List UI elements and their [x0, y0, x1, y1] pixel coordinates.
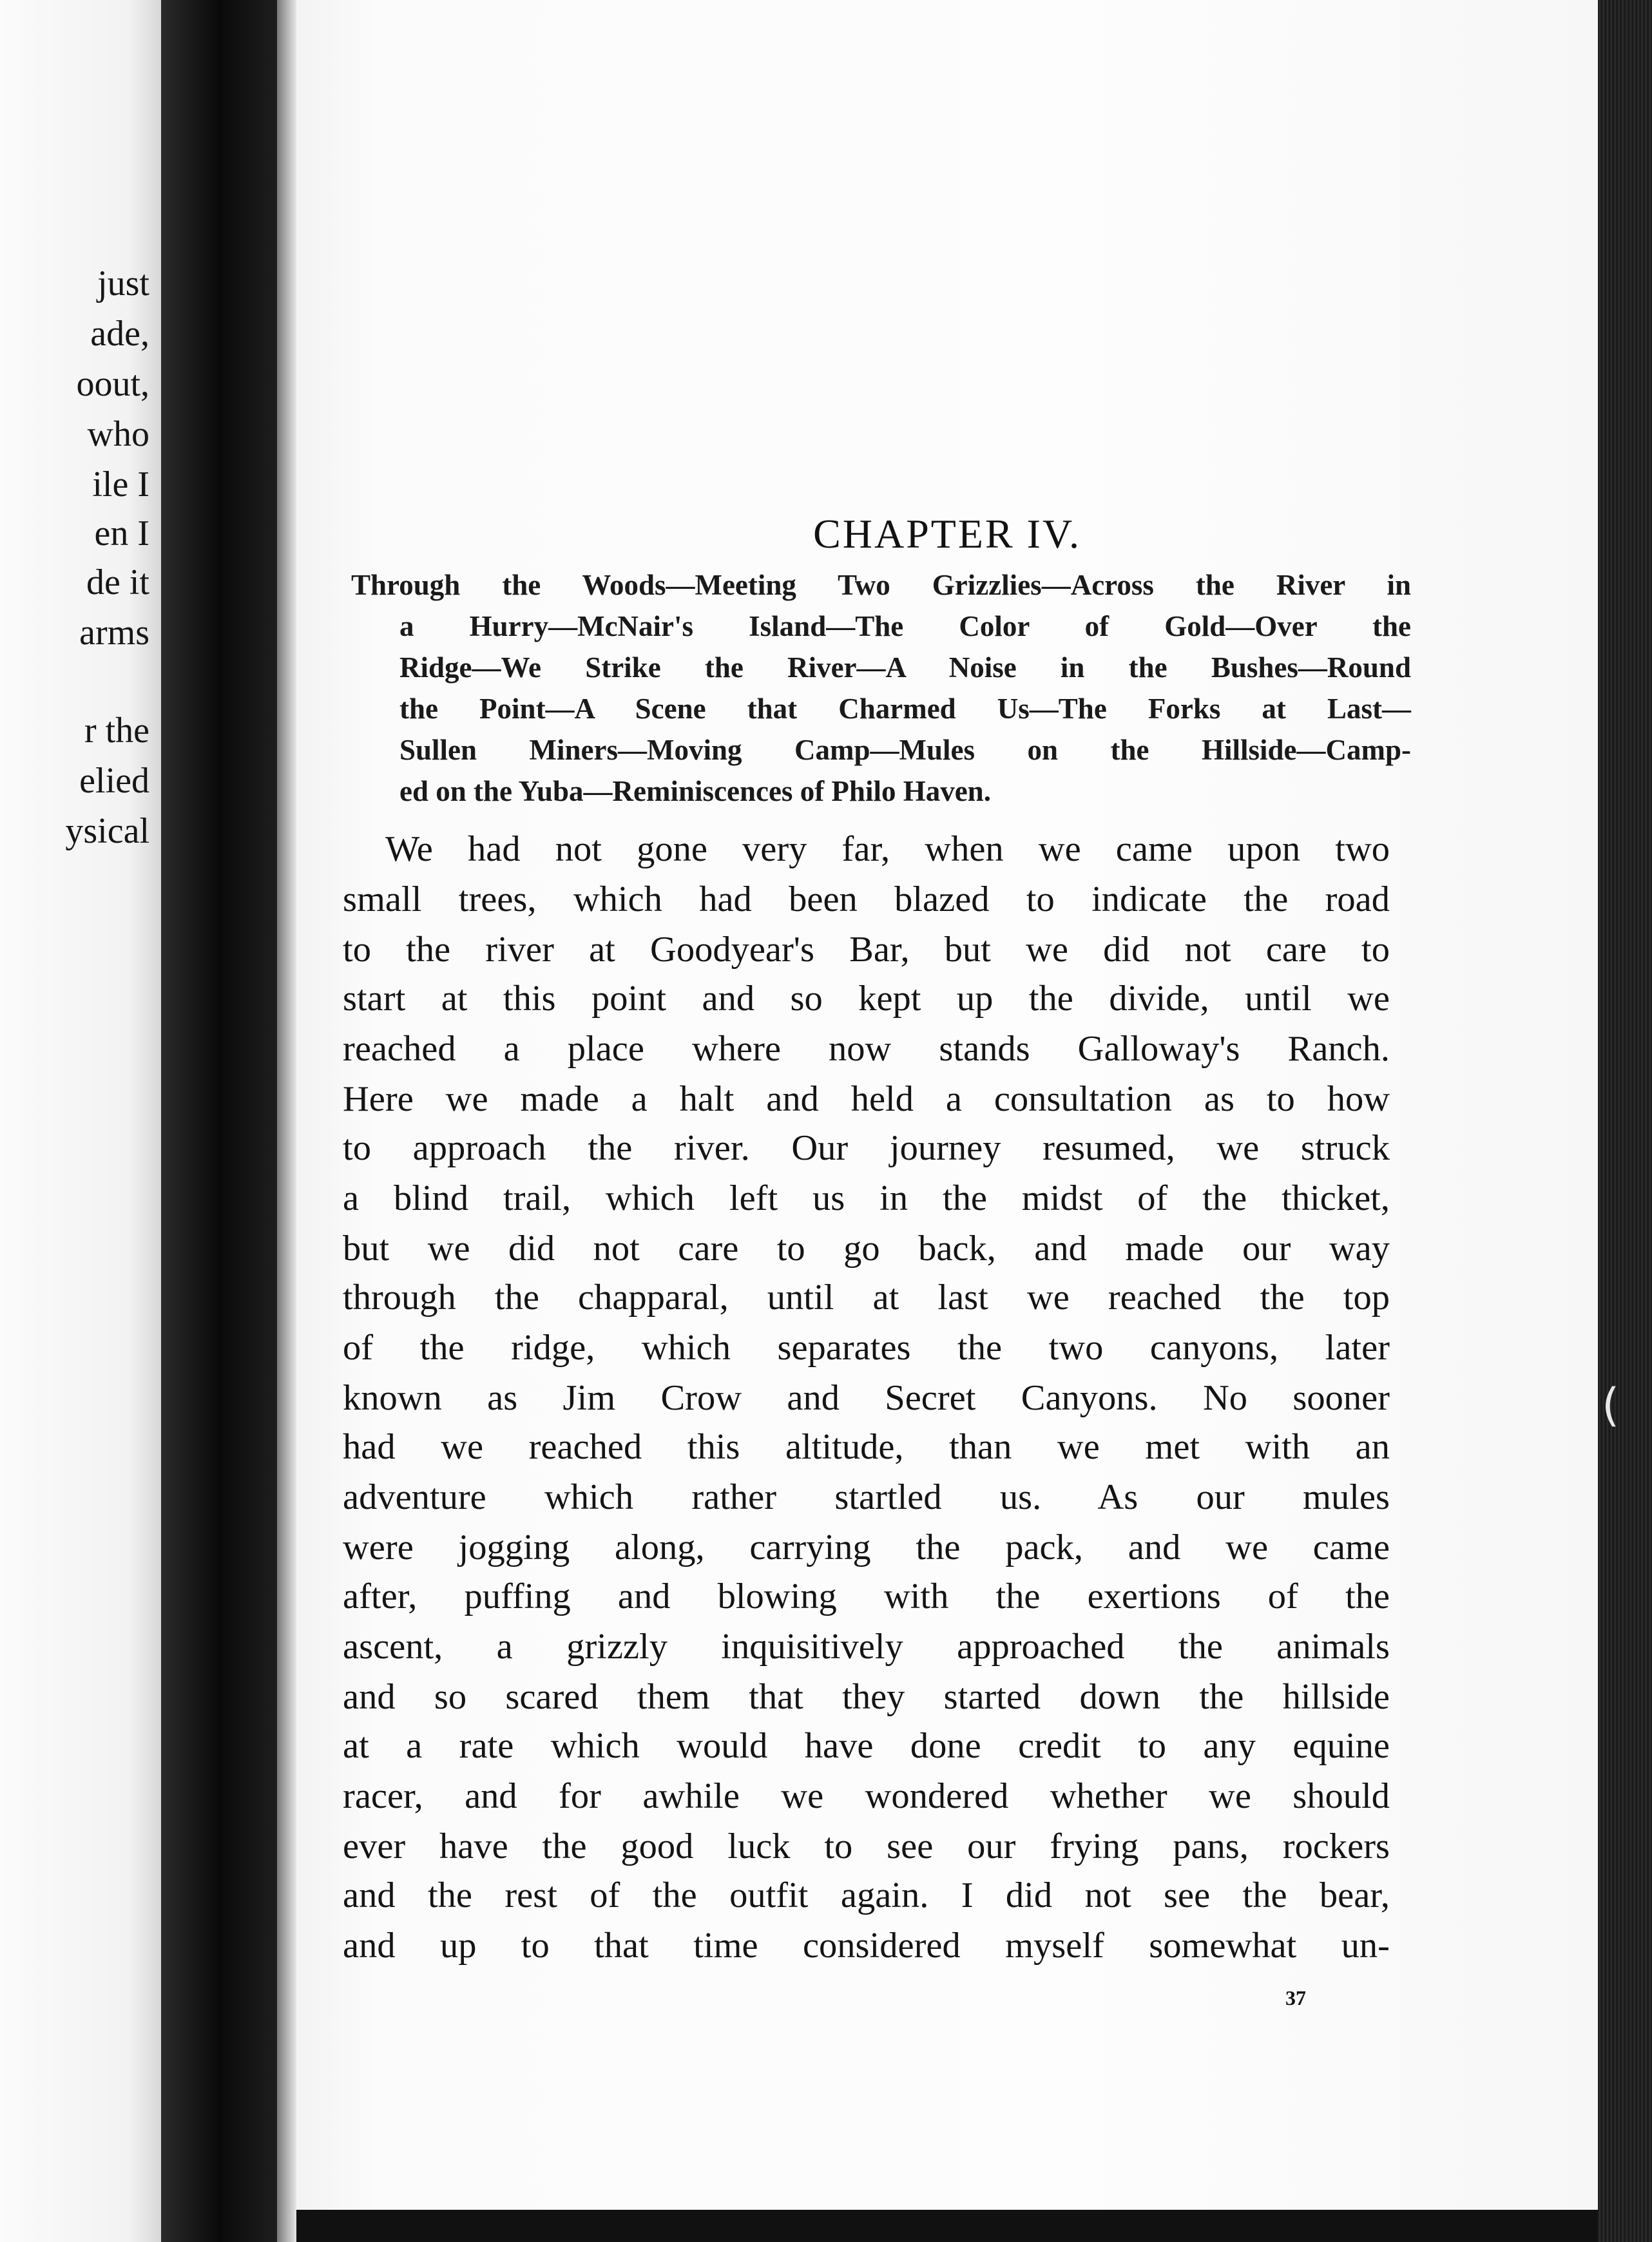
- left-page-text-fragment: oout,: [76, 364, 149, 404]
- chapter-summary-line: ed on the Yuba—Reminiscences of Philo Haven.: [399, 775, 991, 807]
- page-stack-edges: [1598, 0, 1652, 2242]
- body-text-line: and so scared them that they started down the hillside: [343, 1677, 1390, 1717]
- chapter-summary-line: the Point—A Scene that Charmed Us—The Forks at Last—: [399, 693, 1411, 725]
- body-text-line: to the river at Goodyear's Bar, but we did not care to: [343, 930, 1390, 970]
- body-text-line: through the chapparal, until at last we reached the top: [343, 1278, 1390, 1317]
- left-page-text-fragment: ade,: [90, 314, 149, 354]
- body-text-line: small trees, which had been blazed to indicate the road: [343, 879, 1390, 919]
- body-text-line: racer, and for awhile we wondered whether we should: [343, 1776, 1390, 1816]
- left-page-text-fragment: arms: [79, 613, 149, 653]
- body-text-line: reached a place where now stands Galloway's Ranch.: [343, 1029, 1390, 1069]
- body-text-line: start at this point and so kept up the divide, until we: [343, 979, 1390, 1019]
- body-text-line: had we reached this altitude, than we met with an: [343, 1427, 1390, 1467]
- chapter-summary-line: Sullen Miners—Moving Camp—Mules on the Hillside—Camp-: [399, 734, 1411, 766]
- body-text-line: and the rest of the outfit again. I did not see the bear,: [343, 1875, 1390, 1915]
- bottom-shadow: [296, 2210, 1598, 2242]
- left-page-text-fragment: just: [97, 263, 149, 303]
- body-text-line: of the ridge, which separates the two canyons, later: [343, 1328, 1390, 1368]
- chapter-summary-line: Through the Woods—Meeting Two Grizzlies—Across the River in: [351, 569, 1411, 601]
- left-page-text-fragment: who: [87, 414, 149, 454]
- left-page-text-fragment: r the: [84, 711, 149, 751]
- body-text-line: adventure which rather startled us. As our mules: [343, 1477, 1390, 1517]
- body-text-line: were jogging along, carrying the pack, and we came: [343, 1528, 1390, 1567]
- chapter-title: CHAPTER IV.: [813, 511, 1081, 557]
- left-page-text-fragment: ysical: [65, 811, 149, 851]
- body-text-line: ever have the good luck to see our frying pans, rockers: [343, 1826, 1390, 1866]
- left-page-text-fragment: de it: [86, 562, 149, 602]
- body-text-line: We had not gone very far, when we came upon two: [385, 829, 1390, 869]
- left-page-text-fragment: elied: [79, 761, 149, 801]
- body-text-line: known as Jim Crow and Secret Canyons. No sooner: [343, 1378, 1390, 1418]
- body-text-line: a blind trail, which left us in the midst of the thicket,: [343, 1178, 1390, 1218]
- scan-artifact-mark: (: [1602, 1379, 1620, 1432]
- left-page: [0, 0, 161, 2242]
- chapter-summary-line: Ridge—We Strike the River—A Noise in the Bushes—Round: [399, 651, 1411, 684]
- left-page-text-fragment: ile I: [92, 465, 149, 504]
- left-page-text-fragment: en I: [94, 513, 149, 553]
- body-text-line: and up to that time considered myself somewhat un-: [343, 1926, 1390, 1966]
- body-text-line: to approach the river. Our journey resumed, we struck: [343, 1128, 1390, 1168]
- page-number: 37: [1285, 1986, 1306, 2009]
- body-text-line: ascent, a grizzly inquisitively approached the animals: [343, 1627, 1390, 1667]
- body-text-line: Here we made a halt and held a consultation as to how: [343, 1079, 1390, 1119]
- right-page: [296, 0, 1598, 2210]
- chapter-summary-line: a Hurry—McNair's Island—The Color of Gold—Over the: [399, 610, 1411, 642]
- body-text-line: but we did not care to go back, and made our way: [343, 1229, 1390, 1269]
- book-gutter: [161, 0, 277, 2242]
- page-curl-edge: [277, 0, 296, 2242]
- body-text-line: after, puffing and blowing with the exertions of the: [343, 1576, 1390, 1616]
- body-text-line: at a rate which would have done credit to any equine: [343, 1726, 1390, 1766]
